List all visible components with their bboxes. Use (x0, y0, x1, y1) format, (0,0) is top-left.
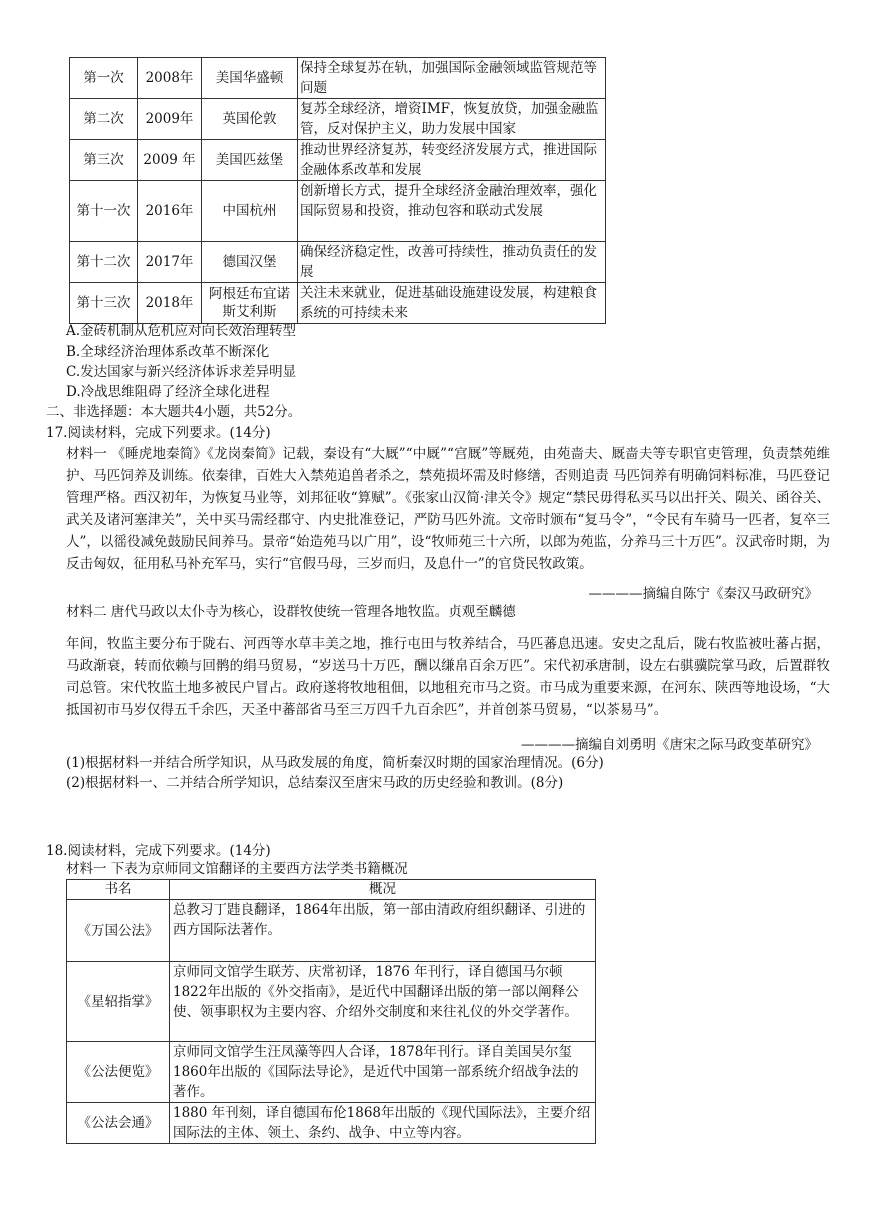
table-row (67, 962, 596, 1042)
theme-cell: 复苏全球经济，增资IMF，恢复放贷，加强金融监管，反对保护主义，助力发展中国家 (298, 99, 606, 140)
q17-subquestion-2: (2)根据材料一、二并结合所学知识，总结秦汉至唐宋马政的历史经验和教训。(8分) (66, 775, 564, 791)
place-cell: 德国汉堡 (202, 242, 298, 283)
table-row (70, 99, 606, 140)
option-c: C.发达国家与新兴经济体诉求差异明显 (66, 364, 297, 380)
session-cell: 第十三次 (70, 283, 138, 324)
theme-cell: 创新增长方式，提升全球经济金融治理效率，强化国际贸易和投资，推动包容和联动式发展 (298, 181, 606, 242)
theme-cell: 关注未来就业，促进基础设施建设发展，构建粮食系统的可持续未来 (298, 283, 606, 324)
q17-material2-first-line: 材料二 唐代马政以太仆寺为核心，设群牧使统一管理各地牧监。贞观至麟德 (66, 604, 516, 620)
q17-source2: ————摘编自刘勇明《唐宋之际马政变革研究》 (521, 737, 818, 753)
theme-cell: 确保经济稳定性，改善可持续性，推动负责任的发展 (298, 242, 606, 283)
book-summary-cell: 京师同文馆学生汪凤藻等四人合译，1878年刊行。译自美国吴尔玺1860年出版的《国际法导论》，是近代中国第一部系统介绍战争法的著作。 (170, 1042, 596, 1103)
session-cell: 第二次 (70, 99, 138, 140)
translated-books-table (66, 879, 596, 1144)
table-row (70, 140, 606, 181)
book-title-cell: 《公法便览》 (67, 1042, 170, 1103)
table-row (67, 1103, 596, 1144)
book-summary-cell: 1880 年刊刻，译自德国布伦1868年出版的《现代国际法》，主要介绍国际法的主体、领土、条约、战争、中立等内容。 (170, 1103, 596, 1144)
table-row (70, 58, 606, 99)
section-heading: 二、非选择题：本大题共4小题，共52分。 (46, 404, 302, 420)
option-b: B.全球经济治理体系改革不断深化 (66, 344, 270, 360)
q17-material2: 年间，牧监主要分布于陇右、河西等水草丰美之地，推行屯田与牧养结合，马匹蕃息迅速。安史之乱后，陇右牧监被吐蕃占据，马政渐衰，转而依赖与回鹘的绢马贸易，“岁送马十万匹，酬以缣帛百余万匹”。宋代初承唐制，设左右骐骥院掌马政，后置群牧司总管。宋代牧监土地多被民户冒占。政府遂将牧地租佃，以地租充市马之资。市马成为重要来源，在河东、陕西等地设场，“大抵国初市马岁仅得五千余匹，天圣中蕃部省马至三万四千九百余匹”，并首创茶马贸易，“以茶易马”。 (66, 636, 830, 718)
place-cell: 阿根廷布宜诺斯艾利斯 (202, 283, 298, 324)
q17-material1: 材料一 《睡虎地秦简》《龙岗秦简》记载，秦设有“大厩”“中厩”“宫厩”等厩苑，由苑啬夫、厩啬夫等专职官吏管理，负责禁苑维护、马匹饲养及训练。依秦律，百姓大入禁苑追兽者杀之，禁苑损坏需及时修缮，否则追责 马匹饲养有明确饲料标准，马匹登记管理严格。西汉初年，为恢复马业等，刘邦征收“算赋”。《张家山汉简·津关令》规定“禁民毋得私买马以出扞关、陨关、函谷关、武关及诸河塞津关”，关中买马需经郡守、内史批准登记，严防马匹外流。文帝时颁布“复马令”，“令民有车骑马一匹者，复卒三人”，以徭役减免鼓励民间养马。景帝“始造苑马以广用”，设“牧师苑三十六所，以郎为苑监，分养马三十万匹”。汉武帝时期，为反击匈奴，征用私马补充军马，实行“官假马母，三岁而归，及息什一”的官贷民牧政策。 (66, 446, 830, 572)
year-cell: 2009 年 (138, 140, 202, 181)
table-row (67, 900, 596, 962)
q17-subquestion-1: (1)根据材料一并结合所学知识，从马政发展的角度，简析秦汉时期的国家治理情况。(6分) (66, 755, 604, 771)
q18-material1-intro: 材料一 下表为京师同文馆翻译的主要西方法学类书籍概况 (66, 861, 408, 877)
year-cell: 2017年 (138, 242, 202, 283)
table-header-row (67, 880, 596, 900)
book-summary-cell: 总教习丁韪良翻译，1864年出版，第一部由清政府组织翻译、引进的西方国际法著作。 (170, 900, 596, 962)
session-cell: 第十一次 (70, 181, 138, 242)
q17-source1: ————摘编自陈宁《秦汉马政研究》 (588, 586, 818, 602)
session-cell: 第三次 (70, 140, 138, 181)
option-d: D.冷战思维阻碍了经济全球化进程 (66, 384, 270, 400)
place-cell: 中国杭州 (202, 181, 298, 242)
book-title-cell: 《万国公法》 (67, 900, 170, 962)
table-row (70, 242, 606, 283)
table-row (70, 283, 606, 324)
year-cell: 2009年 (138, 99, 202, 140)
book-title-cell: 《公法会通》 (67, 1103, 170, 1144)
session-cell: 第十二次 (70, 242, 138, 283)
theme-cell: 保持全球复苏在轨，加强国际金融领域监管规范等问题 (298, 58, 606, 99)
table-row (67, 1042, 596, 1103)
option-a: A.金砖机制从危机应对向长效治理转型 (66, 323, 297, 339)
column-header-title: 书名 (67, 880, 170, 900)
year-cell: 2018年 (138, 283, 202, 324)
q18-heading: 18.阅读材料，完成下列要求。(14分) (46, 843, 271, 859)
session-cell: 第一次 (70, 58, 138, 99)
book-title-cell: 《星轺指掌》 (67, 962, 170, 1042)
table-row (70, 181, 606, 242)
column-header-summary: 概况 (170, 880, 596, 900)
book-summary-cell: 京师同文馆学生联芳、庆常初译，1876 年刊行，译自德国马尔顿1822年出版的《外交指南》，是近代中国翻译出版的第一部以阐释公使、领事职权为主要内容、介绍外交制度和来往礼仪的外交学著作。 (170, 962, 596, 1042)
place-cell: 美国匹兹堡 (202, 140, 298, 181)
year-cell: 2016年 (138, 181, 202, 242)
place-cell: 美国华盛顿 (202, 58, 298, 99)
place-cell: 英国伦敦 (202, 99, 298, 140)
q17-heading: 17.阅读材料，完成下列要求。(14分) (46, 425, 271, 441)
g20-summit-table (69, 57, 606, 324)
theme-cell: 推动世界经济复苏，转变经济发展方式，推进国际金融体系改革和发展 (298, 140, 606, 181)
year-cell: 2008年 (138, 58, 202, 99)
